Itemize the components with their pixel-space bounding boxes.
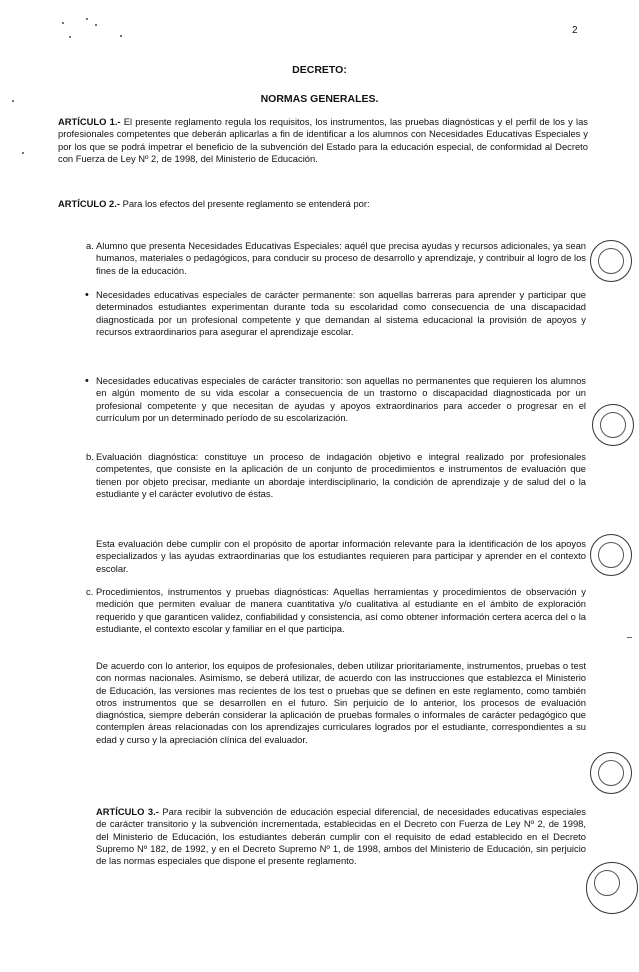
document-title: DECRETO:	[292, 64, 347, 76]
official-stamp	[586, 862, 638, 914]
item-c-marker: c.	[86, 586, 94, 597]
bullet-2-marker: •	[85, 375, 89, 387]
item-a-text: Alumno que presenta Necesidades Educativas Especiales: aquél que precisa ayudas y recursos adicionales, ya sean humanos, materiales o pedagógicos, para conducir su proceso de desarrollo y aprendizaje, y contribuir al logro de los fines de la educación.	[96, 240, 586, 276]
official-stamp	[592, 404, 634, 446]
article-3	[96, 806, 586, 867]
scan-speck	[86, 18, 88, 20]
page-number: 2	[572, 25, 578, 36]
bullet-1-text: Necesidades educativas especiales de carácter permanente: son aquellas barreras para aprender y participar que determinados estudiantes experimentan durante toda su escolaridad como consecuencia de una discapacidad diagnosticada por un profesional competente y que demandan al sistema educacional la provisión de apoyos y recursos extraordinarios para asegurar el aprendizaje escolar.	[96, 289, 586, 337]
scan-speck	[22, 152, 24, 154]
official-stamp	[590, 534, 632, 576]
article-2	[58, 198, 588, 210]
article-2-label: ARTÍCULO 2.-	[58, 198, 120, 209]
item-b-text: Evaluación diagnóstica: constituye un proceso de indagación objetivo e integral realizado por profesionales competentes, que consiste en la aplicación de un conjunto de procedimientos e instrumentos de evaluación que tienen por objeto precisar, mediante un abordaje interdisciplinario, la condición de aprendizaje y de salud del o la estudiante y el carácter evolutivo de éstas.	[96, 451, 586, 499]
item-b-marker: b.	[86, 451, 94, 462]
article-1-label: ARTÍCULO 1.-	[58, 116, 121, 127]
scan-speck	[120, 35, 122, 37]
article-3-text: Para recibir la subvención de educación especial diferencial, de necesidades educativas especiales de carácter transitorio y la subvención incrementada, establecidas en el Decreto con Fuerza de Ley Nº 2, de 1998, del Ministerio de Educación, los estudiantes deberán cumplir con el requisito de edad establecido en el Decreto Supremo Nº 182, de 1992, y en el Decreto Supremo Nº 1, de 1998, ambos del Ministerio de Educación, sin perjuicio de las normas especiales que dispone el presente reglamento.	[96, 806, 586, 867]
article-1	[58, 116, 588, 165]
article-3-label: ARTÍCULO 3.-	[96, 806, 159, 817]
official-stamp	[590, 240, 632, 282]
official-stamp	[590, 752, 632, 794]
item-a-marker: a.	[86, 240, 94, 251]
article-1-text: El presente reglamento regula los requisitos, los instrumentos, las pruebas diagnósticas y el perfil de los y las profesionales competentes que deberán aplicarlas a fin de identificar a los alumnos con Necesidades Educativas Especiales y por los que se podrá impetrar el beneficio de la subvención del Estado para la educación especial, de conformidad al Decreto con Fuerza de Ley Nº 2, de 1998, del Ministerio de Educación.	[58, 116, 588, 164]
article-2-text: Para los efectos del presente reglamento se entenderá por:	[122, 198, 370, 209]
scan-speck	[69, 36, 71, 38]
item-c-text-2: De acuerdo con lo anterior, los equipos de profesionales, deben utilizar prioritariamente, instrumentos, pruebas o test con normas nacionales. Asimismo, se deberá utilizar, de acuerdo con las instrucciones que establezca el Ministerio de Educación, las versiones mas recientes de los test o pruebas que se definen en este reglamento, como también otros instrumentos que se desarrollen en el futuro. Sin perjuicio de lo anterior, los procesos de evaluación diagnóstica, siempre deberán considerar la aplicación de pruebas formales o informales de carácter pedagógico que contemplen áreas relacionadas con los aprendizajes curriculares logrados por el estudiante, correspondientes a su edad y curso y la apreciación clínica del evaluador.	[96, 660, 586, 745]
bullet-2-text: Necesidades educativas especiales de carácter transitorio: son aquellas no permanentes que requieren los alumnos en algún momento de su vida escolar a consecuencia de un trastorno o discapacidad diagnosticada por un profesional competente y que necesitan de ayudas y apoyos extraordinarios para acceder o progresar en el currículum por un determinado período de su escolarización.	[96, 375, 586, 423]
section-title: NORMAS GENERALES.	[260, 93, 379, 105]
item-b-text-2: Esta evaluación debe cumplir con el propósito de aportar información relevante para la identificación de los apoyos especializados y las ayudas extraordinarias que los estudiantes requieren para participar y aprender en el contexto escolar.	[96, 538, 586, 574]
scan-speck	[95, 24, 97, 26]
scan-mark	[627, 637, 632, 638]
scan-speck	[62, 22, 64, 24]
bullet-1-marker: •	[85, 289, 89, 301]
item-c-text: Procedimientos, instrumentos y pruebas diagnósticas: Aquellas herramientas y procedimientos de observación y medición que permiten evaluar de manera cuantitativa y/o cualitativa al estudiante en el ámbito de exploración requerido y que garanticen validez, confiabilidad y consistencia, así como obtener información certera acerca del o la estudiante, el contexto escolar y familiar en el que participa.	[96, 586, 586, 634]
